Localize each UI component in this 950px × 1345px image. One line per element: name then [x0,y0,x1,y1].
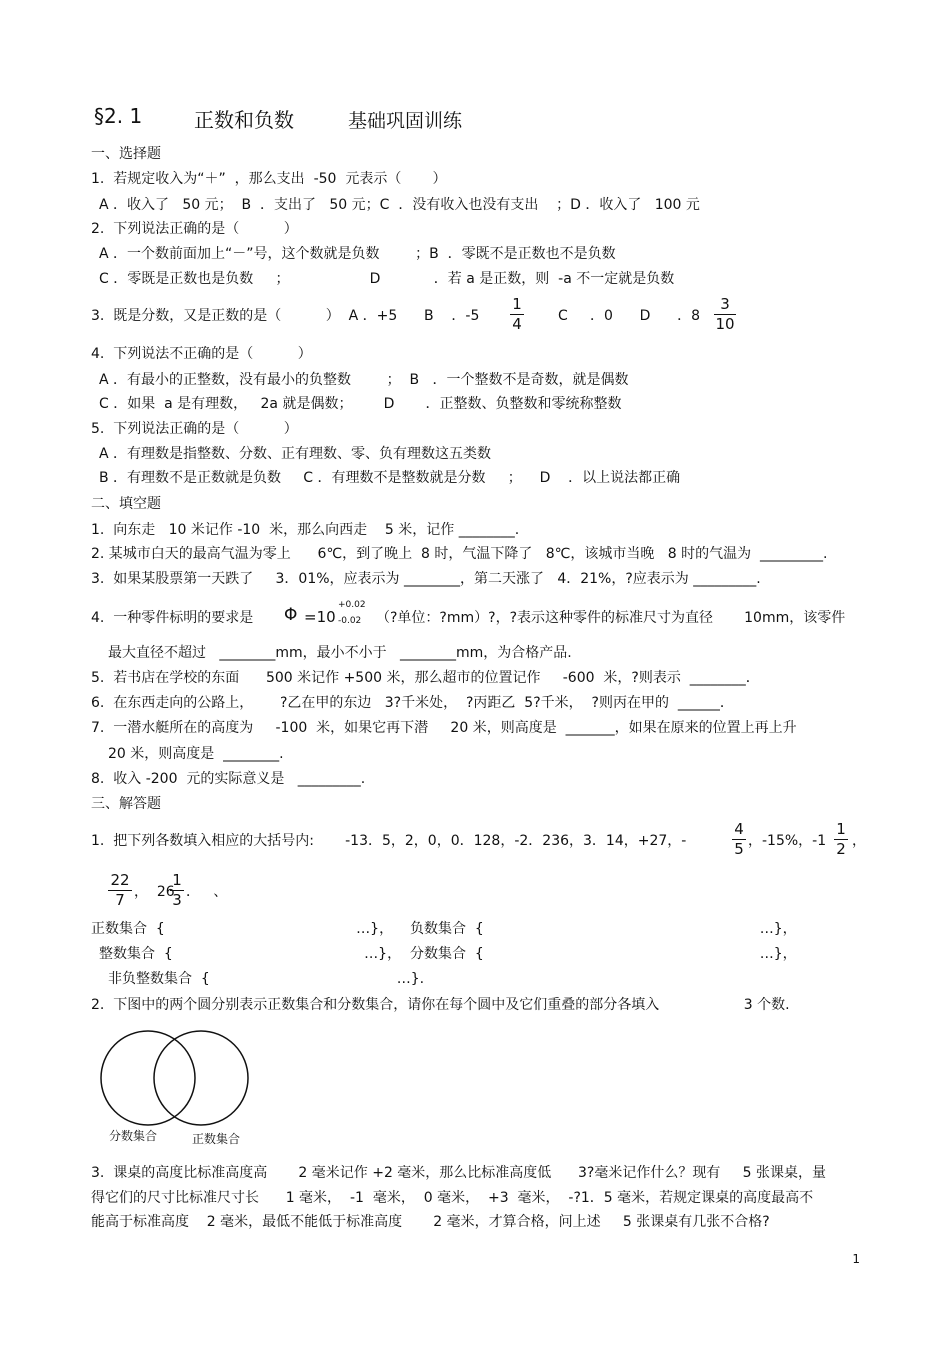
f4: 4. 一种零件标明的要求是 [91,610,254,626]
section-fill: 二、填空题 [91,496,161,512]
tolerance-base: =10 [304,608,336,626]
venn-diagram [98,1028,258,1130]
f5: 5. 若书店在学校的东面 500 米记作 +500 米，那么超市的位置记作 -600 米，?则表示 ________． [91,670,760,686]
denominator: 3 [172,891,182,909]
q2-options-ab: A ．一个数前面加上“－”号，这个数就是负数 ；B ．零既不是正数也不是负数 [99,246,616,262]
set-negative: 负数集合 { …}， [410,921,797,937]
q4-options-cd: C ．如果 a 是有理数， 2a 就是偶数； D ．正整数、负整数和零统称整数 [99,396,622,412]
set-fraction: 分数集合 { …}， [410,946,797,962]
a3: 3. 课桌的高度比标准高度高 2 毫米记作 +2 毫米，那么比标准高度低 3?毫米记作什么？现有 5 张课桌，量 [91,1165,826,1181]
fraction-set-circle [101,1031,195,1125]
q5: 5. 下列说法正确的是（ ） [91,421,298,437]
f1: 1. 向东走 10 米记作 -10 米，那么向西走 5 米，记作 ________. [91,522,520,538]
f4-line2: 最大直径不超过 ________mm，最小不小于 ________mm，为合格产品. [108,645,572,661]
q5-options-bcd: B ．有理数不是正数就是负数 C ．有理数不是整数就是分数 ； D ．以上说法都正确 [99,470,681,486]
denominator: 7 [115,891,125,909]
tolerance-upper: +0.02 [338,600,366,610]
a1: 1. 把下列各数填入相应的大括号内: -13．5，2，0，0．128，-2．236，3．14，+27，- [91,833,687,849]
venn-right-label: 正数集合 [192,1132,241,1146]
q2: 2. 下列说法正确的是（ ） [91,221,298,237]
q1: 1. 若规定收入为“＋” ，那么支出 -50 元表示（ ） [91,171,447,187]
q1-options: A ．收入了 50 元； B ．支出了 50 元；C ．没有收入也没有支出 ；D ．收入了 100 元 [99,197,700,213]
page-number: 1 [852,1252,860,1266]
numerator: 1 [172,871,182,889]
f3: 3. 如果某股票第一天跌了 3．01%，应表示为 ________，第二天涨了 4．21%，?应表示为 _________. [91,571,761,587]
a1-fraction-4-5 [732,821,746,858]
venn-left-label: 分数集合 [109,1129,158,1143]
section-choice: 一、选择题 [91,146,161,162]
f7-line2: 20 米，则高度是 ________. [108,746,284,762]
set-integer: 整数集合 { …}， [99,946,402,962]
positive-set-circle [154,1031,248,1125]
a3-line2: 得它们的尺寸比标准尺寸长 1 毫米， -1 毫米， 0 毫米， +3 毫米， -?1．5 毫米，若规定课桌的高度最高不 [91,1190,814,1206]
a1-fraction-1-3 [170,872,184,909]
f4-cont: （?单位：?mm）?，?表示这种零件的标准尺寸为直径 10mm，该零件 [376,610,846,626]
set-nonneg-integer: 非负整数集合 { …}. [108,971,425,987]
numerator: 22 [110,871,130,889]
diameter-symbol: Φ [284,605,298,625]
q4-options-ab: A ．有最小的正整数，没有最小的负整数 ； B ．一个整数不是奇数，就是偶数 [99,372,629,388]
tolerance-lower: -0.02 [338,616,362,626]
a1-line2: ， 26 [134,884,175,900]
title-section: §2. 1 [94,104,143,128]
title-name: 正数和负数 [194,108,294,132]
denominator: 2 [836,840,846,858]
a2: 2. 下图中的两个圆分别表示正数集合和分数集合，请你在每个圆中及它们重叠的部分各填入 3 个数. [91,997,790,1013]
a1-fraction-22-7 [108,872,132,909]
f7: 7. 一潜水艇所在的高度为 -100 米，如果它再下潜 20 米，则高度是 _______，如果在原来的位置上再上升 [91,720,797,736]
a3-line3: 能高于标准高度 2 毫米，最低不能低于标准高度 2 毫米，才算合格，问上述 5 张课桌有几张不合格? [91,1214,770,1230]
q5-option-a: A ．有理数是指整数、分数、正有理数、零、负有理数这五类数 [99,446,492,462]
a1-comma: ， [852,833,866,849]
numerator: 3 [720,295,730,313]
f8: 8. 收入 -200 元的实际意义是 _________. [91,771,366,787]
q3-fraction-b [510,296,524,333]
f2: 2. 某城市白天的最高气温为零上 6℃，到了晚上 8 时，气温下降了 8℃，该城市当晚 8 时的气温为 _________. [91,546,828,562]
q4: 4. 下列说法不正确的是（ ） [91,346,312,362]
a1-fraction-1-2 [834,821,848,858]
numerator: 1 [836,820,846,838]
numerator: 1 [512,295,522,313]
title-sub: 基础巩固训练 [348,110,463,132]
q3-options-cd: C ．0 D ．8 [558,308,701,324]
set-positive: 正数集合 { …}， [91,921,394,937]
q3: 3. 既是分数，又是正数的是（ ） A ．+5 B ．-5 [91,308,480,324]
numerator: 4 [734,820,744,838]
section-answer: 三、解答题 [91,796,161,812]
a1-line2-end: ． 、 [186,884,228,900]
f6: 6. 在东西走向的公路上， ?乙在甲的东边 3?千米处， ?丙距乙 5?千米， ?则丙在甲的 ______． [91,695,734,711]
denominator: 5 [734,840,744,858]
denominator: 10 [715,315,735,333]
a1-cont: ，-15%，-1 [748,833,827,849]
q3-fraction-d [714,296,736,333]
q2-options-cd: C ．零既是正数也是负数 ； D ．若 a 是正数，则 -a 不一定就是负数 [99,271,675,287]
denominator: 4 [512,315,522,333]
